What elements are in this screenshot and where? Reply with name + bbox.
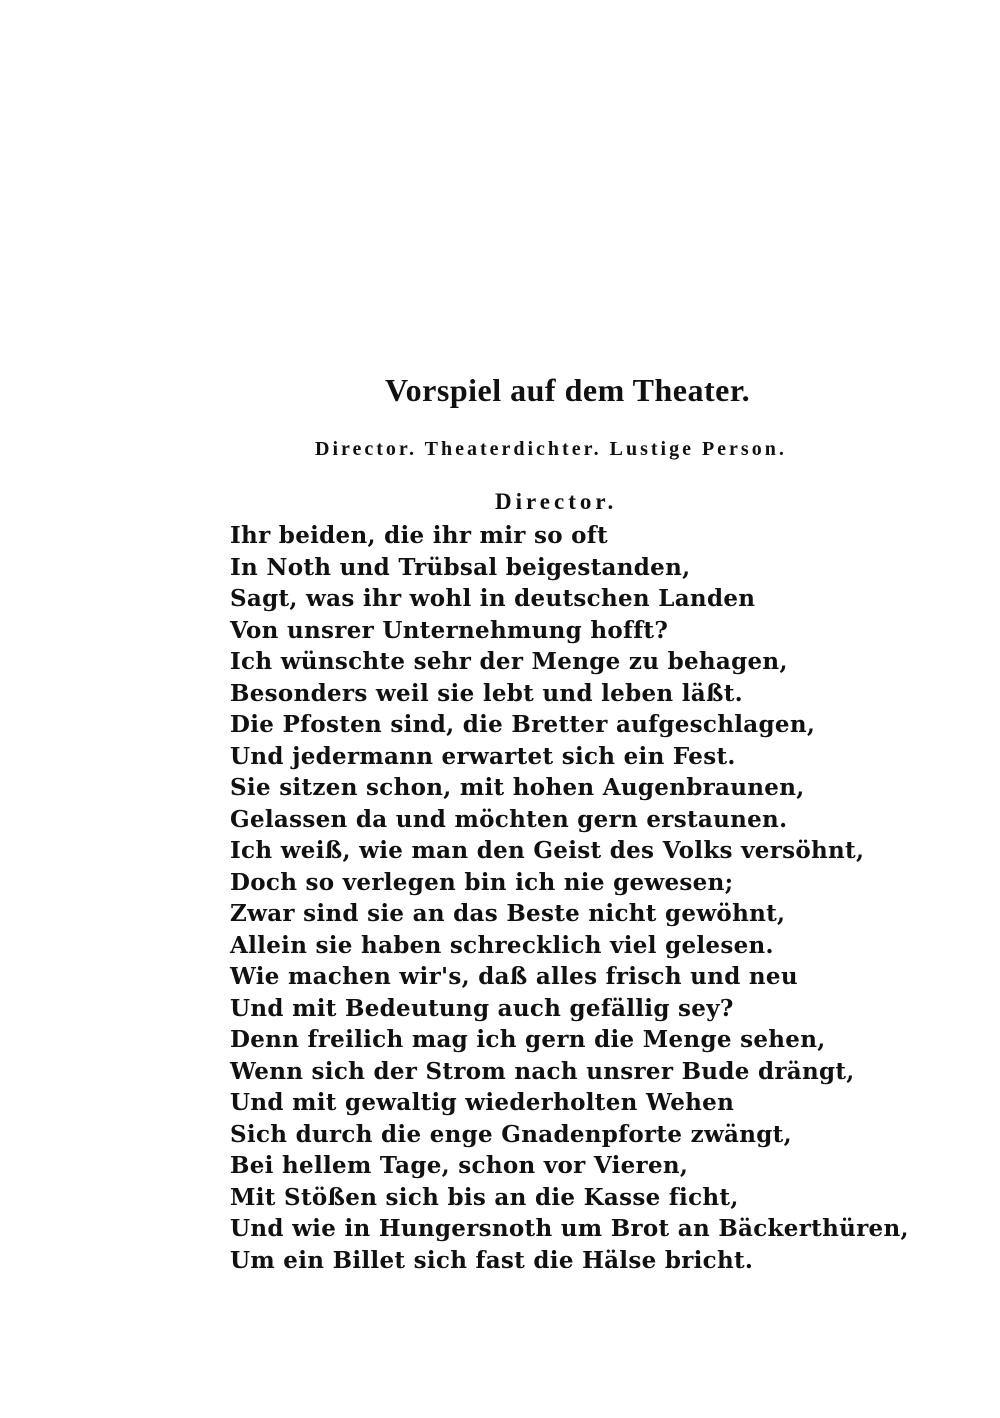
speaker-name: Director. xyxy=(495,489,618,514)
verse-line: Besonders weil sie lebt und leben läßt. xyxy=(230,679,743,707)
verse-line: Denn freilich mag ich gern die Menge sehen, xyxy=(230,1026,826,1053)
verse-line: Sagt, was ihr wohl in deutschen Landen xyxy=(230,585,756,612)
verse-line: Ich wünschte sehr der Menge zu behagen, xyxy=(230,648,788,675)
verse-line: Um ein Billet sich fast die Hälse bricht. xyxy=(230,1246,754,1274)
verse-line: Ich weiß, wie man den Geist des Volks versöhnt, xyxy=(230,837,865,864)
verse-line: Bei hellem Tage, schon vor Vieren, xyxy=(230,1152,689,1179)
verse-line: Wenn sich der Strom nach unsrer Bude drängt, xyxy=(230,1057,855,1085)
verse-line: Sie sitzen schon, mit hohen Augenbraunen, xyxy=(230,774,805,801)
verse-line: Doch so verlegen bin ich nie gewesen; xyxy=(230,868,734,896)
verse-line: Mit Stößen sich bis an die Kasse ficht, xyxy=(230,1183,739,1211)
verse-line: Zwar sind sie an das Beste nicht gewöhnt, xyxy=(230,900,786,927)
verse-line: Und mit gewaltig wiederholten Wehen xyxy=(230,1089,735,1116)
verse-line: Sich durch die enge Gnadenpforte zwängt, xyxy=(230,1120,792,1148)
verse-line: Allein sie haben schrecklich viel gelesen. xyxy=(230,931,774,959)
verse-line: In Noth und Trübsal beigestanden, xyxy=(230,553,691,581)
verse-block xyxy=(230,520,909,1276)
verse-line: Die Pfosten sind, die Bretter aufgeschlagen, xyxy=(230,711,816,738)
verse-line: Und mit Bedeutung auch gefällig sey? xyxy=(230,994,734,1022)
verse-line: Gelassen da und möchten gern erstaunen. xyxy=(230,805,788,833)
verse-line: Wie machen wir's, daß alles frisch und neu xyxy=(230,963,798,990)
verse-line: Ihr beiden, die ihr mir so oft xyxy=(230,522,608,549)
verse-line: Und wie in Hungersnoth um Brot an Bäckerthüren, xyxy=(230,1215,909,1242)
verse-line: Und jedermann erwartet sich ein Fest. xyxy=(230,742,736,770)
section-title: Vorspiel auf dem Theater. xyxy=(385,372,751,408)
dramatis-personae: Director. Theaterdichter. Lustige Person. xyxy=(315,438,787,460)
verse-line: Von unsrer Unternehmung hofft? xyxy=(230,616,669,644)
